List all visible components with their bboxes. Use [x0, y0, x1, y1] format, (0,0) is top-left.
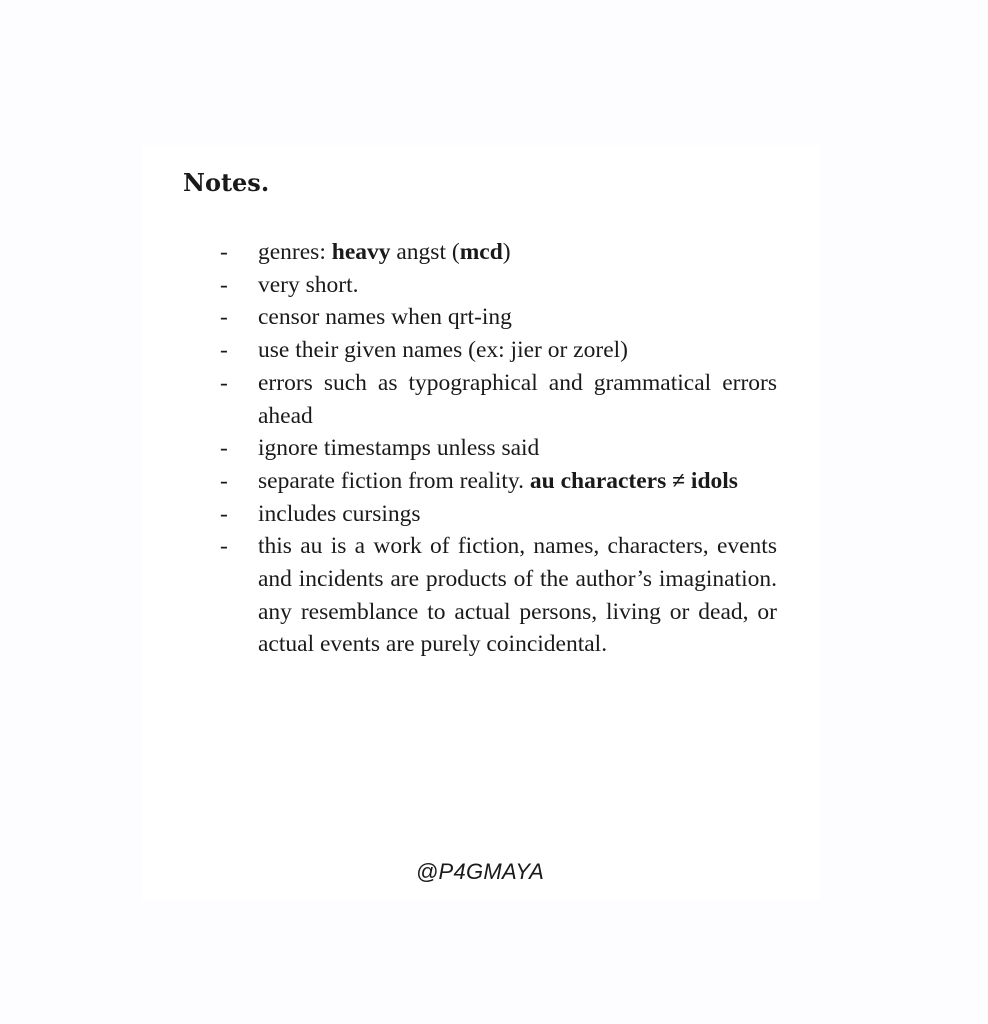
note-item-cursings: [220, 498, 777, 531]
bullet-dash: -: [220, 239, 228, 265]
note-text: errors such as typographical and grammatical errors ahead: [258, 369, 777, 429]
note-text: angst (: [390, 239, 460, 265]
notes-title: Notes.: [183, 168, 270, 197]
note-item-disclaimer: [220, 530, 777, 661]
bullet-dash: -: [220, 533, 228, 560]
bullet-dash: -: [220, 500, 228, 527]
note-item-length: [220, 269, 777, 302]
note-text: very short.: [258, 271, 359, 298]
bullet-dash: -: [220, 304, 228, 331]
note-item-genres: [220, 236, 777, 269]
note-item-fiction: [220, 465, 777, 498]
note-text: censor names when qrt-ing: [258, 304, 512, 331]
note-text: this au is a work of fiction, names, characters, events and incidents are products of the author’s imagination. any resemblance to actual persons, living or dead, or actual events are purely coincidental.: [258, 533, 777, 658]
note-item-censor: [220, 301, 777, 334]
note-item-names: [220, 334, 777, 367]
bullet-dash: -: [220, 271, 228, 298]
note-text: separate fiction from reality.: [258, 467, 530, 494]
note-item-errors: [220, 367, 777, 432]
bullet-dash: -: [220, 337, 228, 364]
bullet-dash: -: [220, 435, 228, 462]
bullet-dash: -: [220, 467, 228, 494]
note-bold-text: mcd: [459, 239, 503, 265]
note-text: ): [502, 239, 511, 265]
bullet-dash: -: [220, 369, 228, 396]
note-text: genres:: [258, 239, 332, 265]
author-handle: @P4GMAYA: [415, 859, 545, 884]
note-text: includes cursings: [258, 500, 421, 527]
notes-list: [220, 236, 777, 661]
note-bold-text: au characters ≠ idols: [529, 467, 738, 494]
note-item-timestamps: [220, 432, 777, 465]
note-text: use their given names (ex: jier or zorel): [258, 337, 628, 364]
note-bold-text: heavy: [331, 239, 391, 265]
note-text: ignore timestamps unless said: [258, 435, 540, 462]
